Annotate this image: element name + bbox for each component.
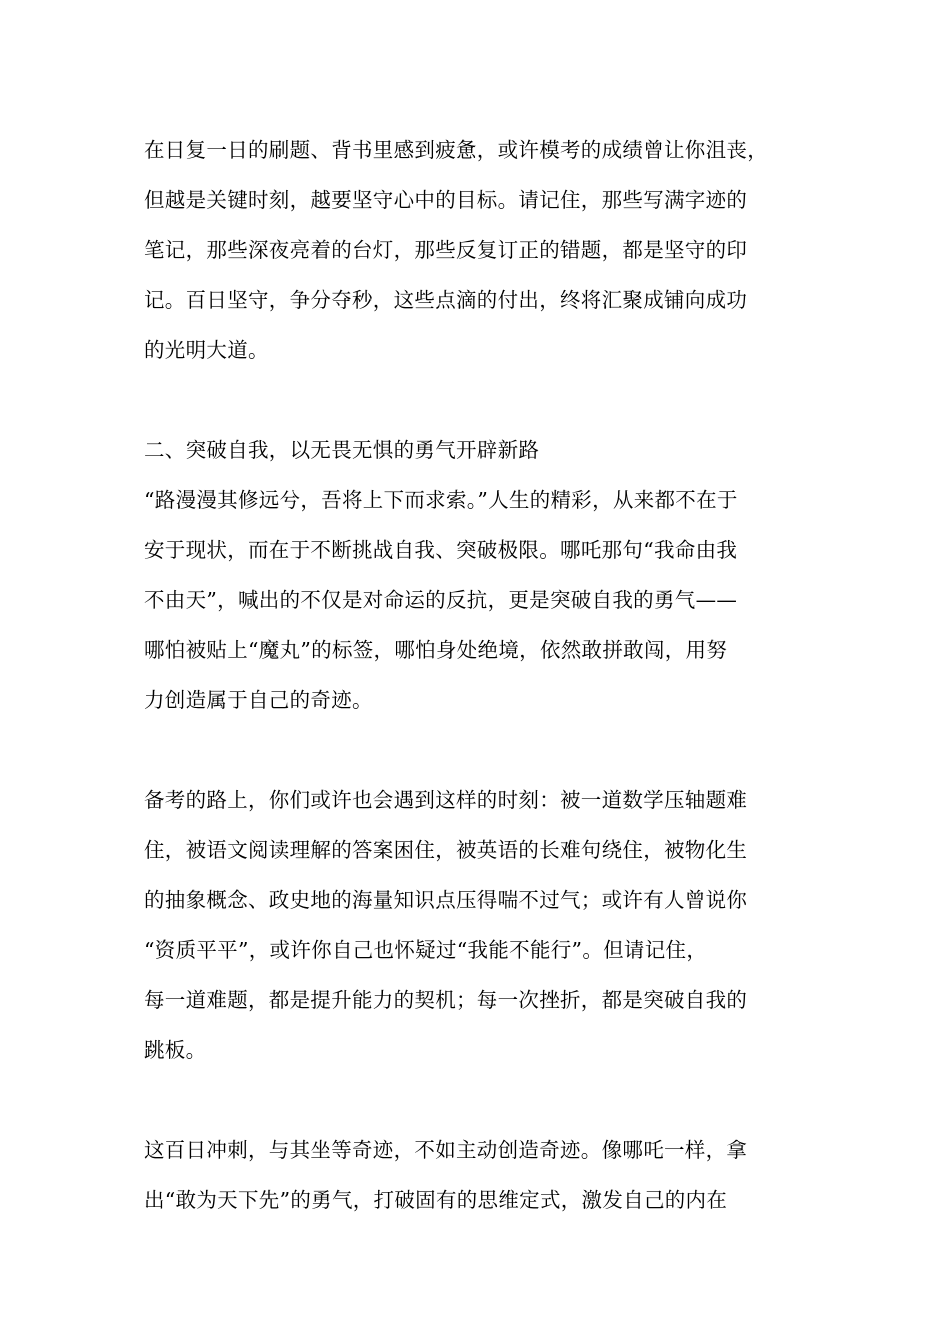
paragraph-3-line-3: 的抽象概念、政史地的海量知识点压得喘不过气；或许有人曾说你 — [144, 888, 748, 912]
paragraph-4-line-2: 出“敢为天下先”的勇气，打破固有的思维定式，激发自己的内在 — [144, 1188, 728, 1212]
paragraph-2-line-2: 安于现状，而在于不断挑战自我、突破极限。哪吒那句“我命由我 — [144, 538, 738, 562]
paragraph-2-line-5: 力创造属于自己的奇迹。 — [144, 688, 373, 712]
paragraph-4-line-1: 这百日冲刺，与其坐等奇迹，不如主动创造奇迹。像哪吒一样，拿 — [144, 1138, 748, 1162]
paragraph-2-line-1: “路漫漫其修远兮，吾将上下而求索。”人生的精彩，从来都不在于 — [144, 488, 738, 512]
paragraph-1-line-1: 在日复一日的刷题、背书里感到疲惫，或许模考的成绩曾让你沮丧， — [144, 138, 768, 162]
paragraph-2-line-4: 哪怕被贴上“魔丸”的标签，哪怕身处绝境，依然敢拼敢闯，用努 — [144, 638, 728, 662]
paragraph-1-line-2: 但越是关键时刻，越要坚守心中的目标。请记住，那些写满字迹的 — [144, 188, 748, 212]
paragraph-1-line-5: 的光明大道。 — [144, 338, 269, 362]
paragraph-3-line-1: 备考的路上，你们或许也会遇到这样的时刻：被一道数学压轴题难 — [144, 788, 748, 812]
paragraph-3-line-4: “资质平平”，或许你自己也怀疑过“我能不能行”。但请记住， — [144, 938, 708, 962]
paragraph-1-line-4: 记。百日坚守，争分夺秒，这些点滴的付出，终将汇聚成铺向成功 — [144, 288, 748, 312]
paragraph-2-line-3: 不由天”，喊出的不仅是对命运的反抗，更是突破自我的勇气—— — [144, 588, 738, 612]
paragraph-3-line-5: 每一道难题，都是提升能力的契机；每一次挫折，都是突破自我的 — [144, 988, 748, 1012]
paragraph-3-line-6: 跳板。 — [144, 1038, 207, 1062]
paragraph-1-line-3: 笔记，那些深夜亮着的台灯，那些反复订正的错题，都是坚守的印 — [144, 238, 748, 262]
section-heading: 二、突破自我，以无畏无惧的勇气开辟新路 — [144, 438, 540, 462]
paragraph-3-line-2: 住，被语文阅读理解的答案困住，被英语的长难句绕住，被物化生 — [144, 838, 748, 862]
